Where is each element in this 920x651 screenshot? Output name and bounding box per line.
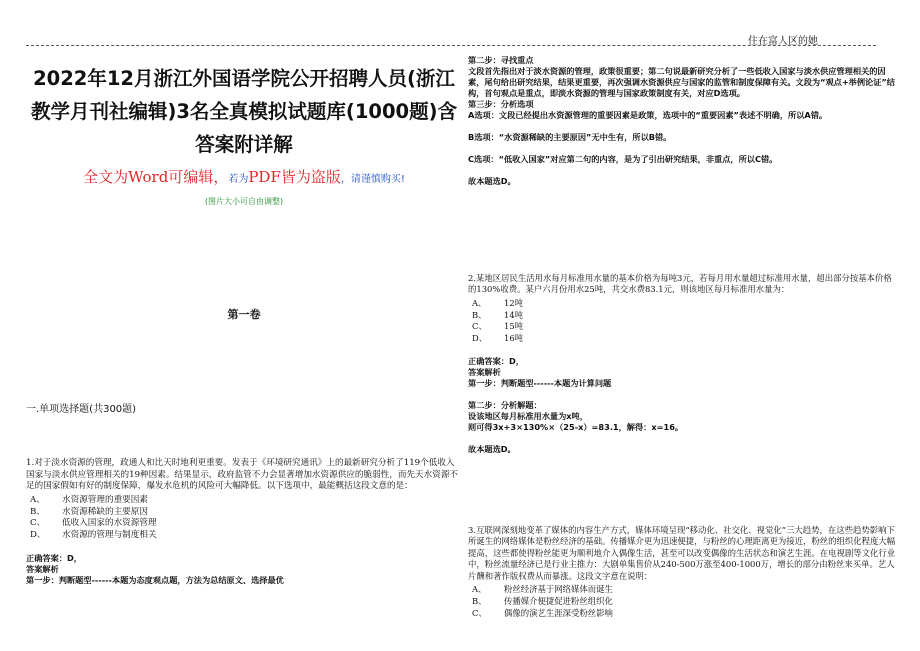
- option-item: [468, 321, 898, 333]
- option-text: 偶像的演艺生涯深受粉丝影响: [504, 607, 613, 618]
- notice-editable-text: 全文为Word可编辑，: [83, 168, 229, 186]
- final-choice: 故本题选D。: [468, 444, 516, 454]
- correct-answer: 正确答案：D，: [468, 356, 524, 366]
- header-divider: [26, 45, 876, 46]
- analysis-step-2-label: 第二步：分析解题：: [468, 400, 542, 410]
- notice-caution-text: ，请谨慎购买!: [340, 174, 405, 185]
- option-text: 水资源稀缺的主要原因: [62, 506, 148, 517]
- option-letter: C、: [472, 607, 487, 618]
- option-list: [26, 495, 462, 542]
- analysis-step-2-label: 第二步：寻找重点: [468, 55, 534, 65]
- analysis-label: 答案解析: [26, 563, 59, 574]
- option-item: [26, 530, 462, 542]
- analysis-step-3-label: 第三步：分析选项: [468, 99, 534, 109]
- option-letter: A、: [472, 297, 487, 308]
- notice-pirate-text: PDF皆为盗版: [248, 168, 341, 186]
- image-size-note: (图片大小可自由调整): [204, 197, 284, 206]
- option-letter: C、: [472, 321, 487, 332]
- option-list: [468, 298, 898, 345]
- header-text: 住在富人区的她: [748, 36, 818, 47]
- question-1: [26, 458, 462, 586]
- section-heading: 一.单项选择题(共300题): [26, 404, 137, 415]
- option-text: 传播媒介便捷促进粉丝组织化: [504, 595, 613, 606]
- volume-heading: 第一卷: [227, 308, 261, 321]
- option-b-analysis: B选项：“水资源稀缺的主要原因”无中生有，所以B错。: [468, 132, 672, 142]
- option-text: 粉丝经济基于网络媒体而诞生: [504, 584, 613, 595]
- option-text: 15吨: [504, 321, 524, 332]
- option-item: [468, 608, 898, 620]
- analysis-step-1: 第一步：判断题型------本题为计算问题: [468, 378, 612, 388]
- question-3: [468, 525, 898, 619]
- correct-answer: 正确答案：D，: [26, 552, 82, 563]
- option-item: [468, 584, 898, 596]
- option-a-analysis: A选项：文段已经提出水资源管理的重要因素是政策，选项中的“重要因素”表述不明确，所以A错。: [468, 110, 828, 120]
- question-stem: 3.互联网深刻地变革了媒体的内容生产方式，媒体环境呈现“移动化、社交化、视觉化”三大趋势，在这些趋势影响下所诞生的网络媒体是粉丝经济的基础。传播媒介更为迅速便捷，与粉丝的心理距离更为接近，粉丝的组织化程度大幅提高，这些都使得粉丝能更为顺利地介入偶像生活，甚至可以改变偶像的生活状态和演艺生涯。在电视剧等文化行业中，粉丝流量经济已是行业主推力：大剧单集售价从240-500万涨至400-1000万，增长的部分由粉丝来买单。艺人片酬和著作版权费从而暴涨。这段文字意在说明：: [468, 525, 896, 581]
- option-letter: C、: [30, 518, 46, 529]
- option-text: 16吨: [504, 333, 524, 344]
- notice-if-text: 若为: [228, 174, 249, 185]
- option-c-analysis: C选项：“低收入国家”对应第二句的内容，是为了引出研究结果，非重点，所以C错。: [468, 154, 778, 164]
- option-letter: B、: [472, 595, 487, 606]
- question-stem: 2.某地区居民生活用水每月标准用水量的基本价格为每吨3元，若每月用水量超过标准用水量，超出部分按基本价格的130%收费。某户六月份用水25吨，共交水费83.1元，则该地区每月标准用水量为：: [468, 273, 892, 295]
- option-item: [468, 310, 898, 322]
- option-text: 14吨: [504, 309, 524, 320]
- option-text: 12吨: [504, 297, 524, 308]
- option-text: 水资源的管理与制度相关: [62, 530, 157, 541]
- copyright-notice: [26, 167, 462, 190]
- question-2: [468, 273, 898, 455]
- analysis-label: 答案解析: [468, 367, 501, 377]
- option-item: [468, 298, 898, 310]
- option-item: [26, 518, 462, 530]
- question-stem: 1.对于淡水资源的管理，政通人和比天时地利更重要。发表于《环境研究通讯》上的最新研究分析了119个低收入国家与淡水供应管理相关的19种因素。结果显示，政府监管不力会显著增加水资源供应的脆弱性，而先天水资源不足的国家假如有好的制度保障，爆发水危机的风险可大幅降低。以下选项中，最能概括这段文意的是：: [26, 458, 459, 492]
- option-letter: B、: [472, 309, 487, 320]
- analysis-step-1: 第一步：判断题型------本题为态度观点题，方法为总结原文、选择最优: [26, 574, 284, 585]
- final-choice: 故本题选D。: [468, 176, 516, 186]
- option-letter: D、: [30, 530, 46, 541]
- option-text: 水资源管理的重要因素: [62, 494, 148, 505]
- analysis-step-2-text: 文段首先指出对于淡水资源的管理，政策很重要；第二句说最新研究分析了一些低收入国家与淡水供应管理相关的因素，尾句给出研究结果，结果更重要，再次强调水资源供应与国家的监管和制度保障有关。文段为“观点+举例论证”结构，首句观点是重点，即淡水资源的管理与国家政策制度有关，对应D选项。: [468, 66, 895, 98]
- option-item: [468, 596, 898, 608]
- option-list: [468, 584, 898, 619]
- option-letter: A、: [30, 494, 45, 505]
- left-column: [26, 62, 462, 585]
- document-title: 2022年12月浙江外国语学院公开招聘人员(浙江教学月刊社编辑)3名全真模拟试题库(1000题)含答案附详解: [30, 67, 458, 156]
- analysis-step-2-line-1: 设该地区每月标准用水量为x吨，: [468, 411, 588, 421]
- option-letter: D、: [472, 333, 488, 344]
- analysis-step-2-line-2: 则可得3x+3×130%×（25-x）=83.1，解得：x=16。: [468, 422, 684, 432]
- option-item: [26, 495, 462, 507]
- option-item: [26, 507, 462, 519]
- option-letter: A、: [472, 584, 487, 595]
- option-item: [468, 333, 898, 345]
- option-text: 低收入国家的水资源管理: [62, 518, 157, 529]
- option-letter: B、: [30, 506, 45, 517]
- question-1-continued: [468, 55, 898, 187]
